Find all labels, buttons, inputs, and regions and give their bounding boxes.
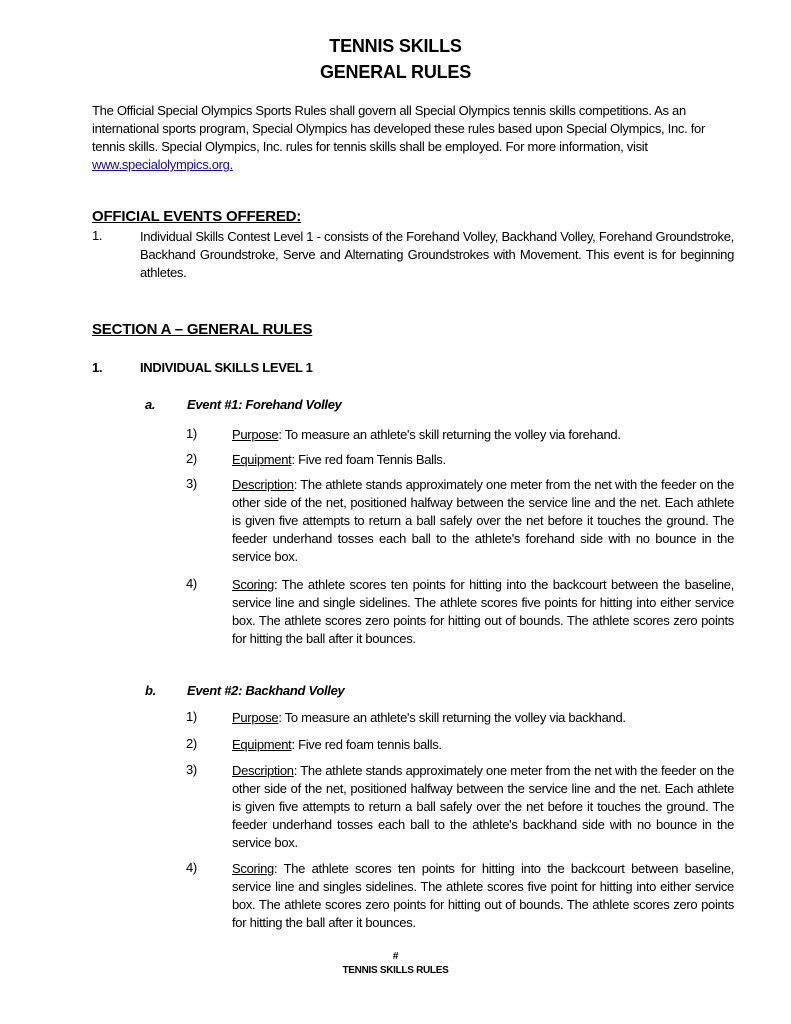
item-label: Purpose [232,427,279,442]
official-events-heading: OFFICIAL EVENTS OFFERED: [92,208,302,225]
item-label: Equipment [232,452,292,467]
section-a-heading: SECTION A – GENERAL RULES [92,321,313,338]
intro-text: The Official Special Olympics Sports Rules shall govern all Special Olympics tennis skills competitions. As an international sports program, Special Olympics has developed these rules based upon Special Olympics, Inc. for tennis skills. Special Olympics, Inc. rules for tennis skills shall be employed. For more information, visit [92,103,705,154]
website-link[interactable]: www.specialolympics.org. [92,157,233,172]
item-text: : The athlete scores ten points for hitting into the backcourt between the baseline, service line and single sidelines. The athlete scores five points for hitting into either service box. The athlete scores zero points for hitting out of bounds. The athlete scores zero points for hitting the ball after it bounces. [232,577,734,646]
event-1-name: Event #1: Forehand Volley [187,397,342,412]
item-number: 2) [186,736,197,751]
item-label: Equipment [232,737,292,752]
document-title: TENNIS SKILLS [329,36,462,56]
item-number: 3) [186,476,197,491]
item-text: : Five red foam tennis balls. [291,737,442,752]
item-text: : To measure an athlete's skill returning the volley via backhand. [278,710,626,725]
item-number: 4) [186,860,197,875]
item-number: 2) [186,451,197,466]
item-number: 1) [186,709,197,724]
item-number: 1) [186,426,197,441]
event-2-letter: b. [145,683,156,698]
event-2-name: Event #2: Backhand Volley [187,683,345,698]
item-text: : The athlete stands approximately one meter from the net with the feeder on the other side of the net, positioned halfway between the service line and the net. Each athlete is given five attempts to return a ball safely over the net before it touches the ground. The feeder underhand tosses each ball to the athlete's forehand side with no bounce in the service box. [232,477,734,564]
item-label: Description [232,477,294,492]
official-event-number: 1. [92,228,103,243]
item-number: 4) [186,576,197,591]
footer-label: TENNIS SKILLS RULES [342,965,449,976]
section-item-title: INDIVIDUAL SKILLS LEVEL 1 [140,360,313,375]
item-number: 3) [186,762,197,777]
item-text: : To measure an athlete's skill returning the volley via forehand. [278,427,621,442]
item-text: : The athlete scores ten points for hitting into the backcourt between baseline, service line and singles sidelines. The athlete scores five point for hitting into either service box. The athlete scores zero points for hitting out of bounds. The athlete scores zero points for hitting the ball after it bounces. [232,861,734,930]
item-label: Description [232,763,294,778]
section-item-number: 1. [92,360,103,375]
page-number: # [392,951,399,962]
intro-paragraph [92,102,734,174]
event-1-letter: a. [145,397,156,412]
item-text: : The athlete stands approximately one meter from the net with the feeder on the other side of the net, positioned halfway between the service line and the net. Each athlete is given five attempts to return a ball safely over the net before it touches the ground. The feeder underhand tosses each ball to the athlete's backhand side with no bounce in the service box. [232,763,734,850]
item-label: Purpose [232,710,279,725]
official-event-description: Individual Skills Contest Level 1 - consists of the Forehand Volley, Backhand Volley, Forehand Groundstroke, Backhand Groundstroke, Serve and Alternating Groundstrokes with Movement. This event is for beginning athletes. [140,229,734,280]
item-label: Scoring [232,861,274,876]
document-subtitle: GENERAL RULES [319,62,472,82]
item-text: : Five red foam Tennis Balls. [291,452,446,467]
item-label: Scoring [232,577,274,592]
